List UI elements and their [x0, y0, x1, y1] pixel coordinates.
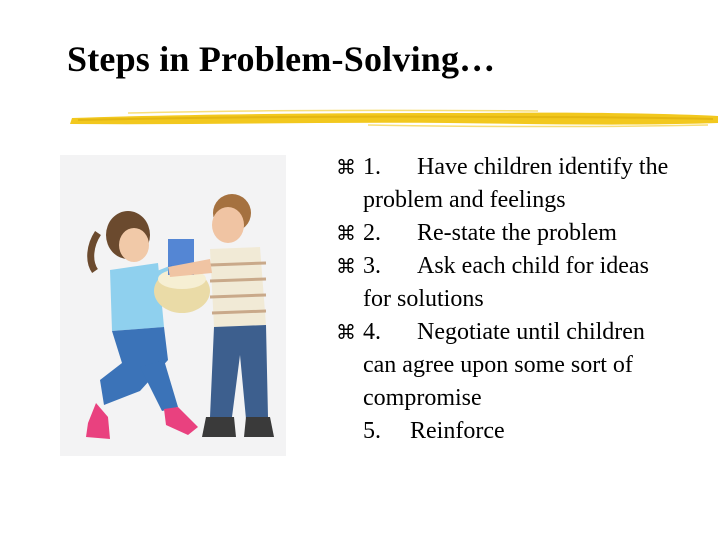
command-key-icon: ⌘	[336, 155, 356, 179]
step-number: 3.	[363, 253, 381, 279]
list-item	[336, 217, 720, 250]
command-key-icon: ⌘	[336, 320, 356, 344]
step-text: Have children identify the	[417, 154, 669, 180]
step-text: for solutions	[363, 286, 484, 312]
step-text: Ask each child for ideas	[417, 253, 649, 279]
list-item	[336, 151, 720, 217]
step-text: problem and feelings	[363, 187, 566, 213]
steps-list	[336, 151, 720, 448]
step-text: Re-state the problem	[417, 220, 617, 246]
slide-title: Steps in Problem-Solving…	[67, 39, 496, 79]
step-number: 1.	[363, 154, 381, 180]
children-tug-of-war-photo	[60, 155, 286, 456]
list-item	[336, 250, 720, 316]
command-key-icon: ⌘	[336, 221, 356, 245]
step-text: Negotiate until children	[417, 319, 645, 345]
step-number: 4.	[363, 319, 381, 345]
step-text: Reinforce	[410, 418, 505, 444]
title-underline-brushstroke	[68, 101, 720, 131]
list-item	[336, 415, 720, 448]
step-number: 2.	[363, 220, 381, 246]
step-text: compromise	[363, 385, 482, 411]
list-item	[336, 316, 720, 415]
command-key-icon: ⌘	[336, 254, 356, 278]
step-number: 5.	[363, 418, 381, 444]
step-text: can agree upon some sort of	[363, 352, 633, 378]
